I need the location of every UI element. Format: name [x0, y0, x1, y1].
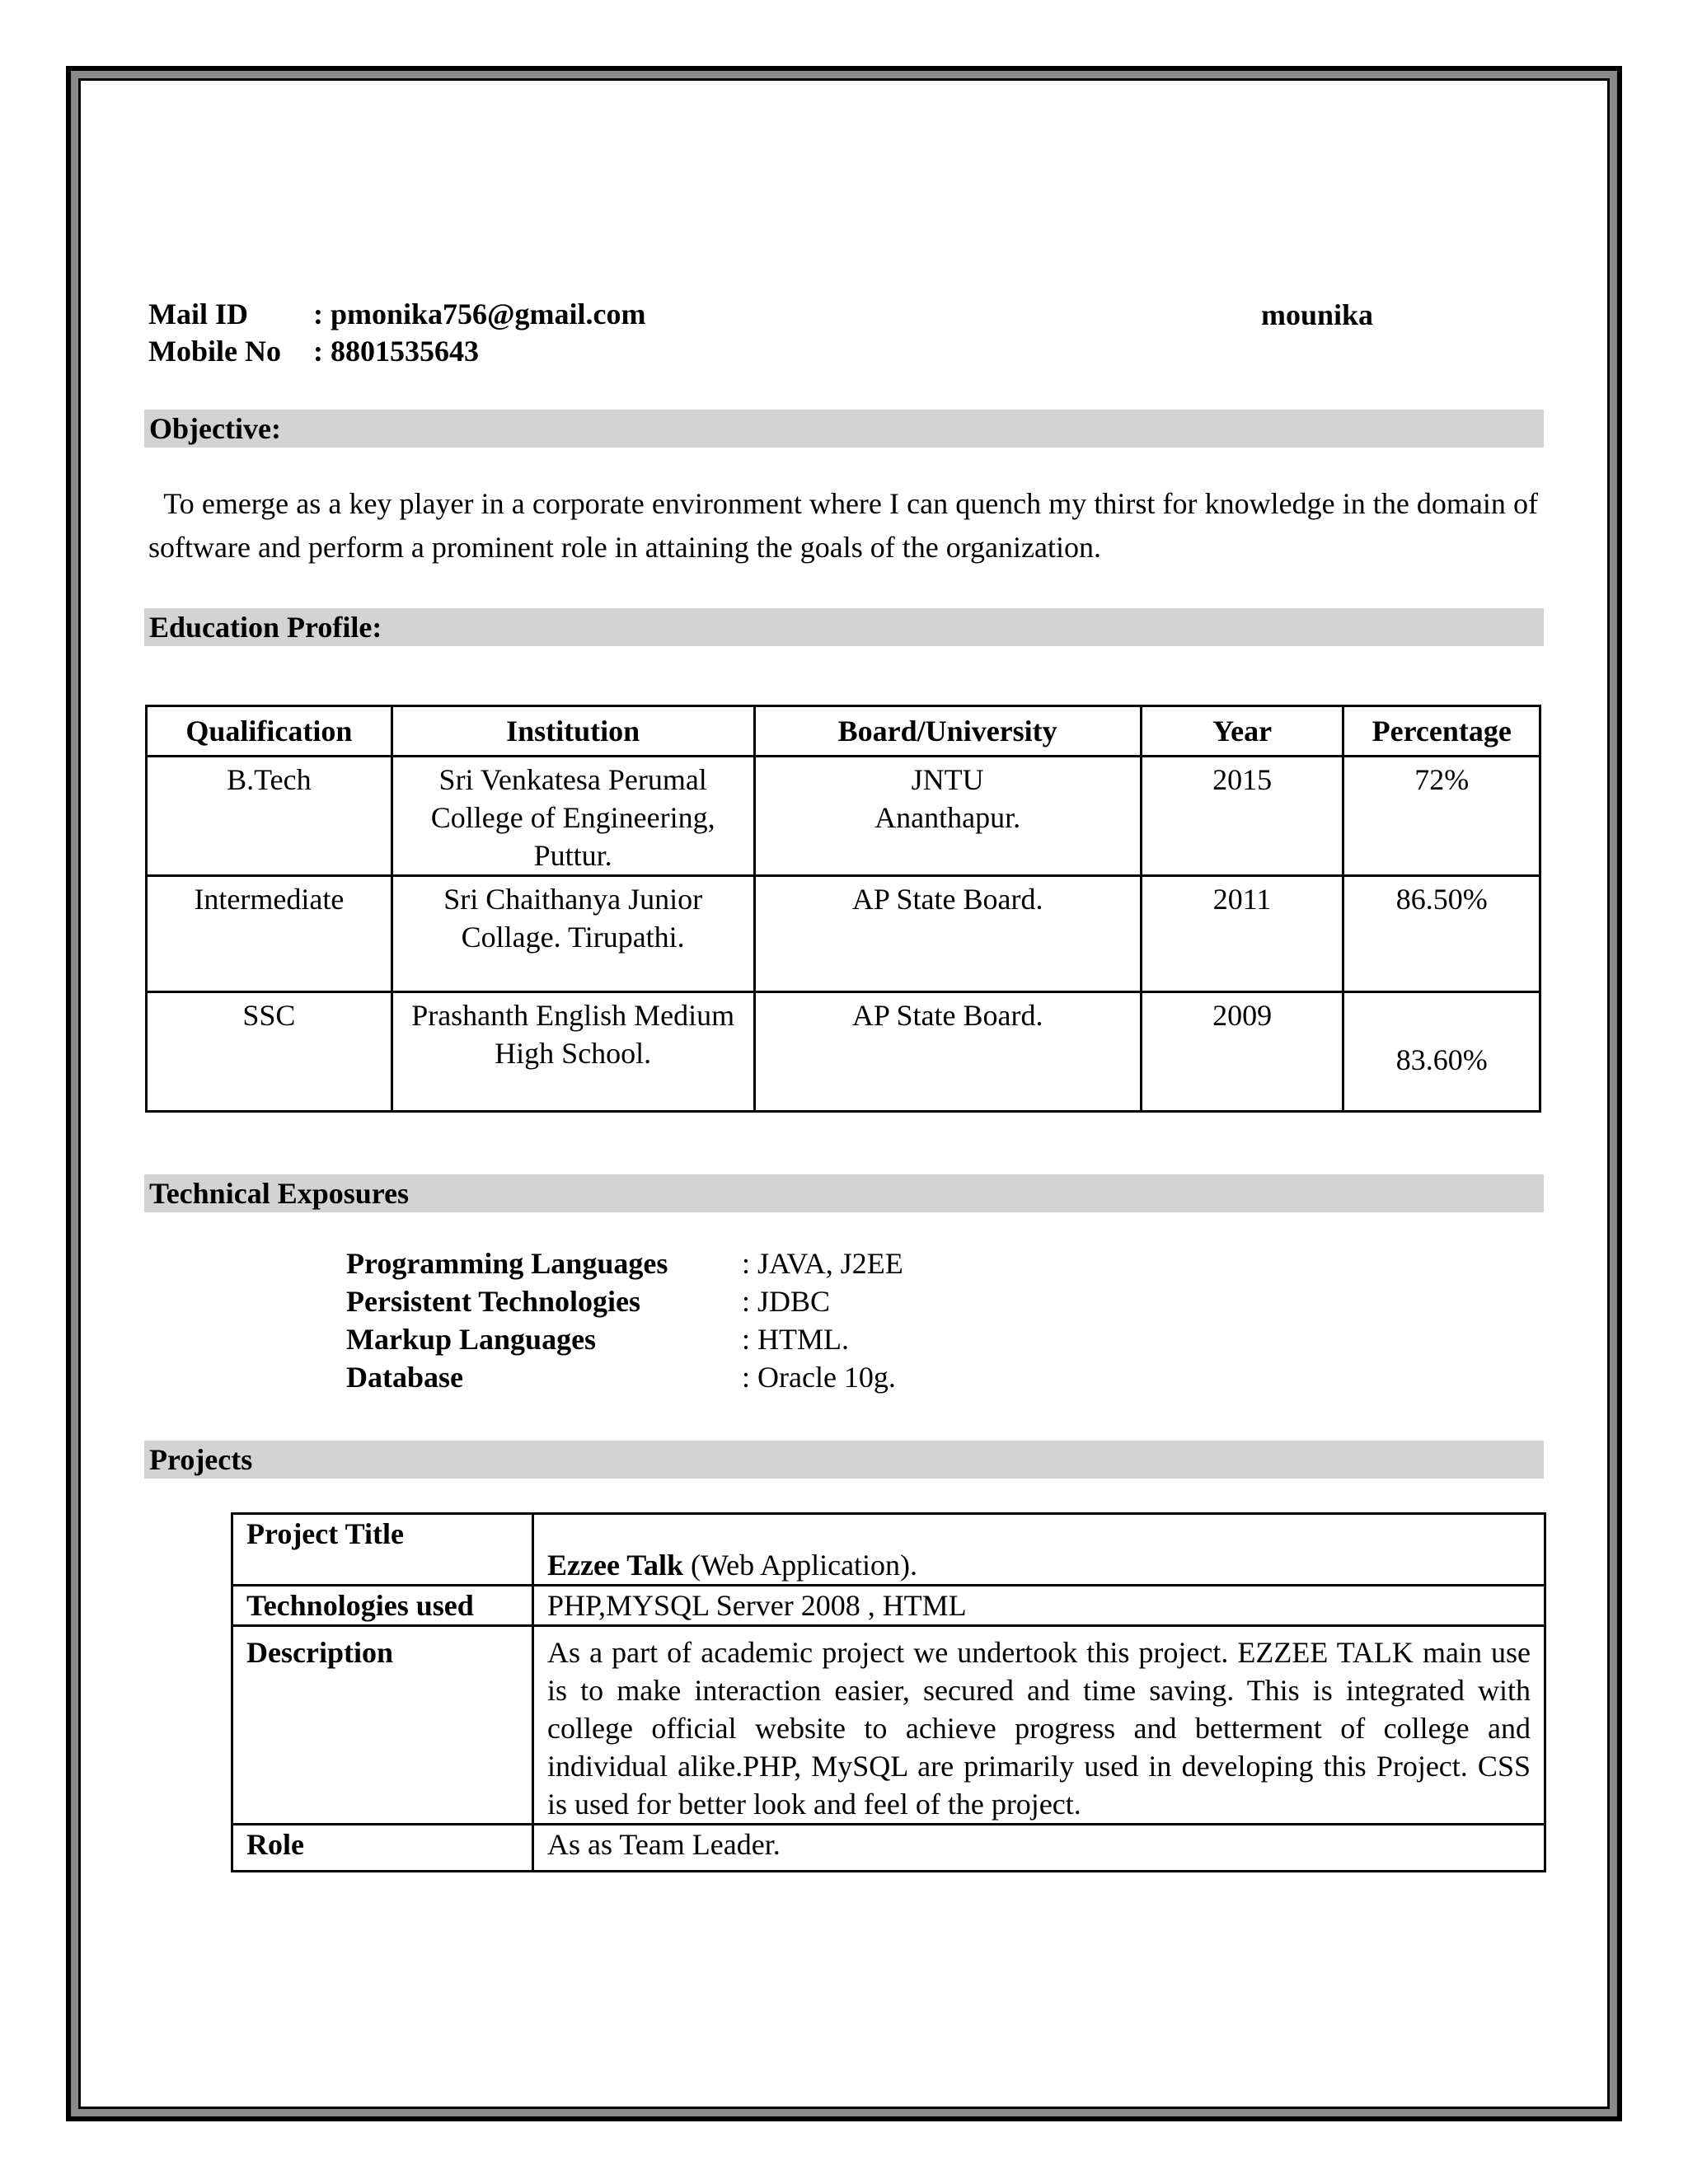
tech-name: Database — [346, 1361, 463, 1394]
education-header-row — [147, 706, 1540, 757]
column-header: Board/University — [754, 706, 1141, 757]
technical-list — [346, 1244, 903, 1396]
mail-value: : pmonika756@gmail.com — [313, 298, 646, 330]
tech-value: : Oracle 10g. — [742, 1361, 896, 1394]
description-label: Description — [232, 1626, 533, 1825]
qualification-cell: SSC — [147, 992, 392, 1112]
mail-label: Mail ID — [148, 298, 248, 330]
table-row — [232, 1514, 1545, 1586]
projects-heading: Projects — [144, 1441, 1544, 1479]
table-row — [232, 1626, 1545, 1825]
tech-name: Programming Languages — [346, 1247, 668, 1280]
qualification-cell: Intermediate — [147, 876, 392, 992]
year-cell: 2015 — [1141, 757, 1343, 876]
table-row — [232, 1586, 1545, 1626]
institution-cell: Sri Chaithanya Junior Collage. Tirupathi. — [392, 876, 754, 992]
education-table — [145, 705, 1541, 1113]
table-row — [232, 1825, 1545, 1872]
board-cell: AP State Board. — [754, 992, 1141, 1112]
percentage-cell: 86.50% — [1343, 876, 1540, 992]
percentage-cell: 72% — [1343, 757, 1540, 876]
mobile-row — [148, 334, 479, 368]
column-header: Qualification — [147, 706, 392, 757]
year-cell: 2011 — [1141, 876, 1343, 992]
mobile-value: : 8801535643 — [313, 335, 479, 368]
projects-table — [231, 1512, 1546, 1872]
column-header: Percentage — [1343, 706, 1540, 757]
institution-cell: Prashanth English Medium High School. — [392, 992, 754, 1112]
table-row — [147, 876, 1540, 992]
description-value: As a part of academic project we undertook this project. EZZEE TALK main use is to make interaction easier, secured and time saving. This is integrated with college official website to achieve progress and betterment of college and individual alike.PHP, MySQL are primarily used in developing this Project. CSS is used for better look and feel of the project. — [533, 1626, 1545, 1825]
objective-heading: Objective: — [144, 410, 1544, 448]
tech-value: : JAVA, J2EE — [742, 1247, 903, 1280]
mail-row — [148, 297, 646, 331]
technologies-value: PHP,MYSQL Server 2008 , HTML — [533, 1586, 1545, 1626]
institution-cell: Sri Venkatesa Perumal College of Engineering, Puttur. — [392, 757, 754, 876]
tech-name: Markup Languages — [346, 1323, 597, 1356]
board-cell: AP State Board. — [754, 876, 1141, 992]
list-item — [346, 1358, 903, 1396]
board-cell: JNTU Ananthapur. — [754, 757, 1141, 876]
column-header: Year — [1141, 706, 1343, 757]
project-title-name: Ezzee Talk — [547, 1549, 684, 1582]
year-cell: 2009 — [1141, 992, 1343, 1112]
tech-value: : JDBC — [742, 1285, 831, 1318]
tech-value: : HTML. — [742, 1323, 849, 1356]
objective-text: To emerge as a key player in a corporate environment where I can quench my thirst for knowledge in the domain of software and perform a prominent role in attaining the goals of the organization. — [148, 487, 1539, 564]
role-label: Role — [232, 1825, 533, 1872]
list-item — [346, 1244, 903, 1282]
qualification-cell: B.Tech — [147, 757, 392, 876]
project-title-value — [533, 1514, 1545, 1586]
candidate-name: mounika — [1261, 298, 1374, 331]
mobile-label: Mobile No — [148, 335, 281, 368]
column-header: Institution — [392, 706, 754, 757]
percentage-cell: 83.60% — [1343, 992, 1540, 1112]
technologies-label: Technologies used — [232, 1586, 533, 1626]
tech-name: Persistent Technologies — [346, 1285, 640, 1318]
education-heading: Education Profile: — [144, 608, 1544, 646]
list-item — [346, 1282, 903, 1320]
list-item — [346, 1320, 903, 1358]
role-value: As as Team Leader. — [533, 1825, 1545, 1872]
technical-heading: Technical Exposures — [144, 1174, 1544, 1212]
table-row — [147, 757, 1540, 876]
project-title-suffix: (Web Application). — [683, 1549, 918, 1582]
project-title-label: Project Title — [232, 1514, 533, 1586]
table-row — [147, 992, 1540, 1112]
